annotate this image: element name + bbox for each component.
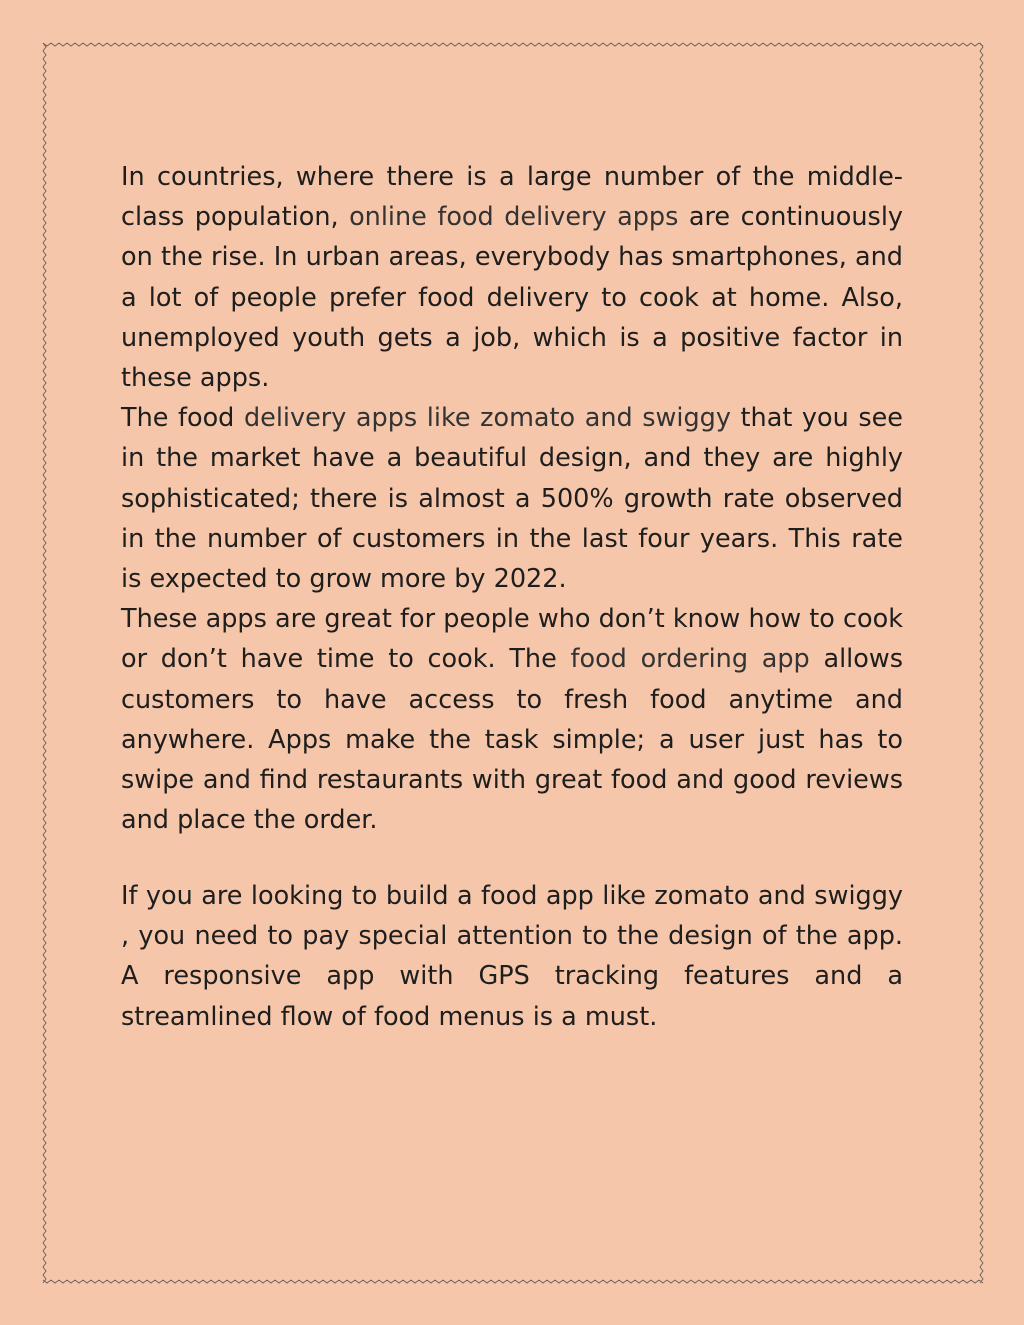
paragraph-1-text-cont: are continuously on the rise. In urban areas, everybody has smartphones, and a lot of people prefer food delivery to cook at home. Also, unemployed youth gets a job, which is a positive factor in these apps. — [121, 202, 903, 394]
paragraph-3-text: These apps are great for people who don’t know how to cook or don’t have time to cook. The — [121, 604, 903, 675]
paragraph-4-text: If you are looking to build a food app like zomato and swiggy , you need to pay special attention to the design of the app. A responsive app with GPS tracking features and a streamlined flow of food menus is a must. — [121, 881, 903, 1032]
paragraph-3-text-cont: allows customers to have access to fresh food anytime and anywhere. Apps make the task simple; a user just has to swipe and find restaurants with great food and good reviews and place the order. — [121, 644, 903, 836]
paragraph-1-text: In countries, where there is a large number of the middle-class population, — [121, 162, 903, 233]
paragraph-1 — [121, 157, 903, 398]
paragraph-2-text: The food — [121, 403, 244, 434]
paragraph-4 — [121, 876, 903, 1037]
link-delivery-apps-zomato-swiggy[interactable]: delivery apps like zomato and swiggy — [243, 403, 731, 434]
article-body — [121, 157, 903, 1037]
paragraph-2-text-cont: that you see in the market have a beautiful design, and they are highly sophisticated; there is almost a 500% growth rate observed in the number of customers in the last four years. This rate is expected to grow more by 2022. — [121, 403, 903, 595]
paragraph-2 — [121, 398, 903, 599]
link-food-ordering-app[interactable]: food ordering app — [570, 644, 810, 675]
paragraph-3 — [121, 599, 903, 840]
link-online-food-delivery-apps[interactable]: online food delivery apps — [349, 202, 679, 233]
